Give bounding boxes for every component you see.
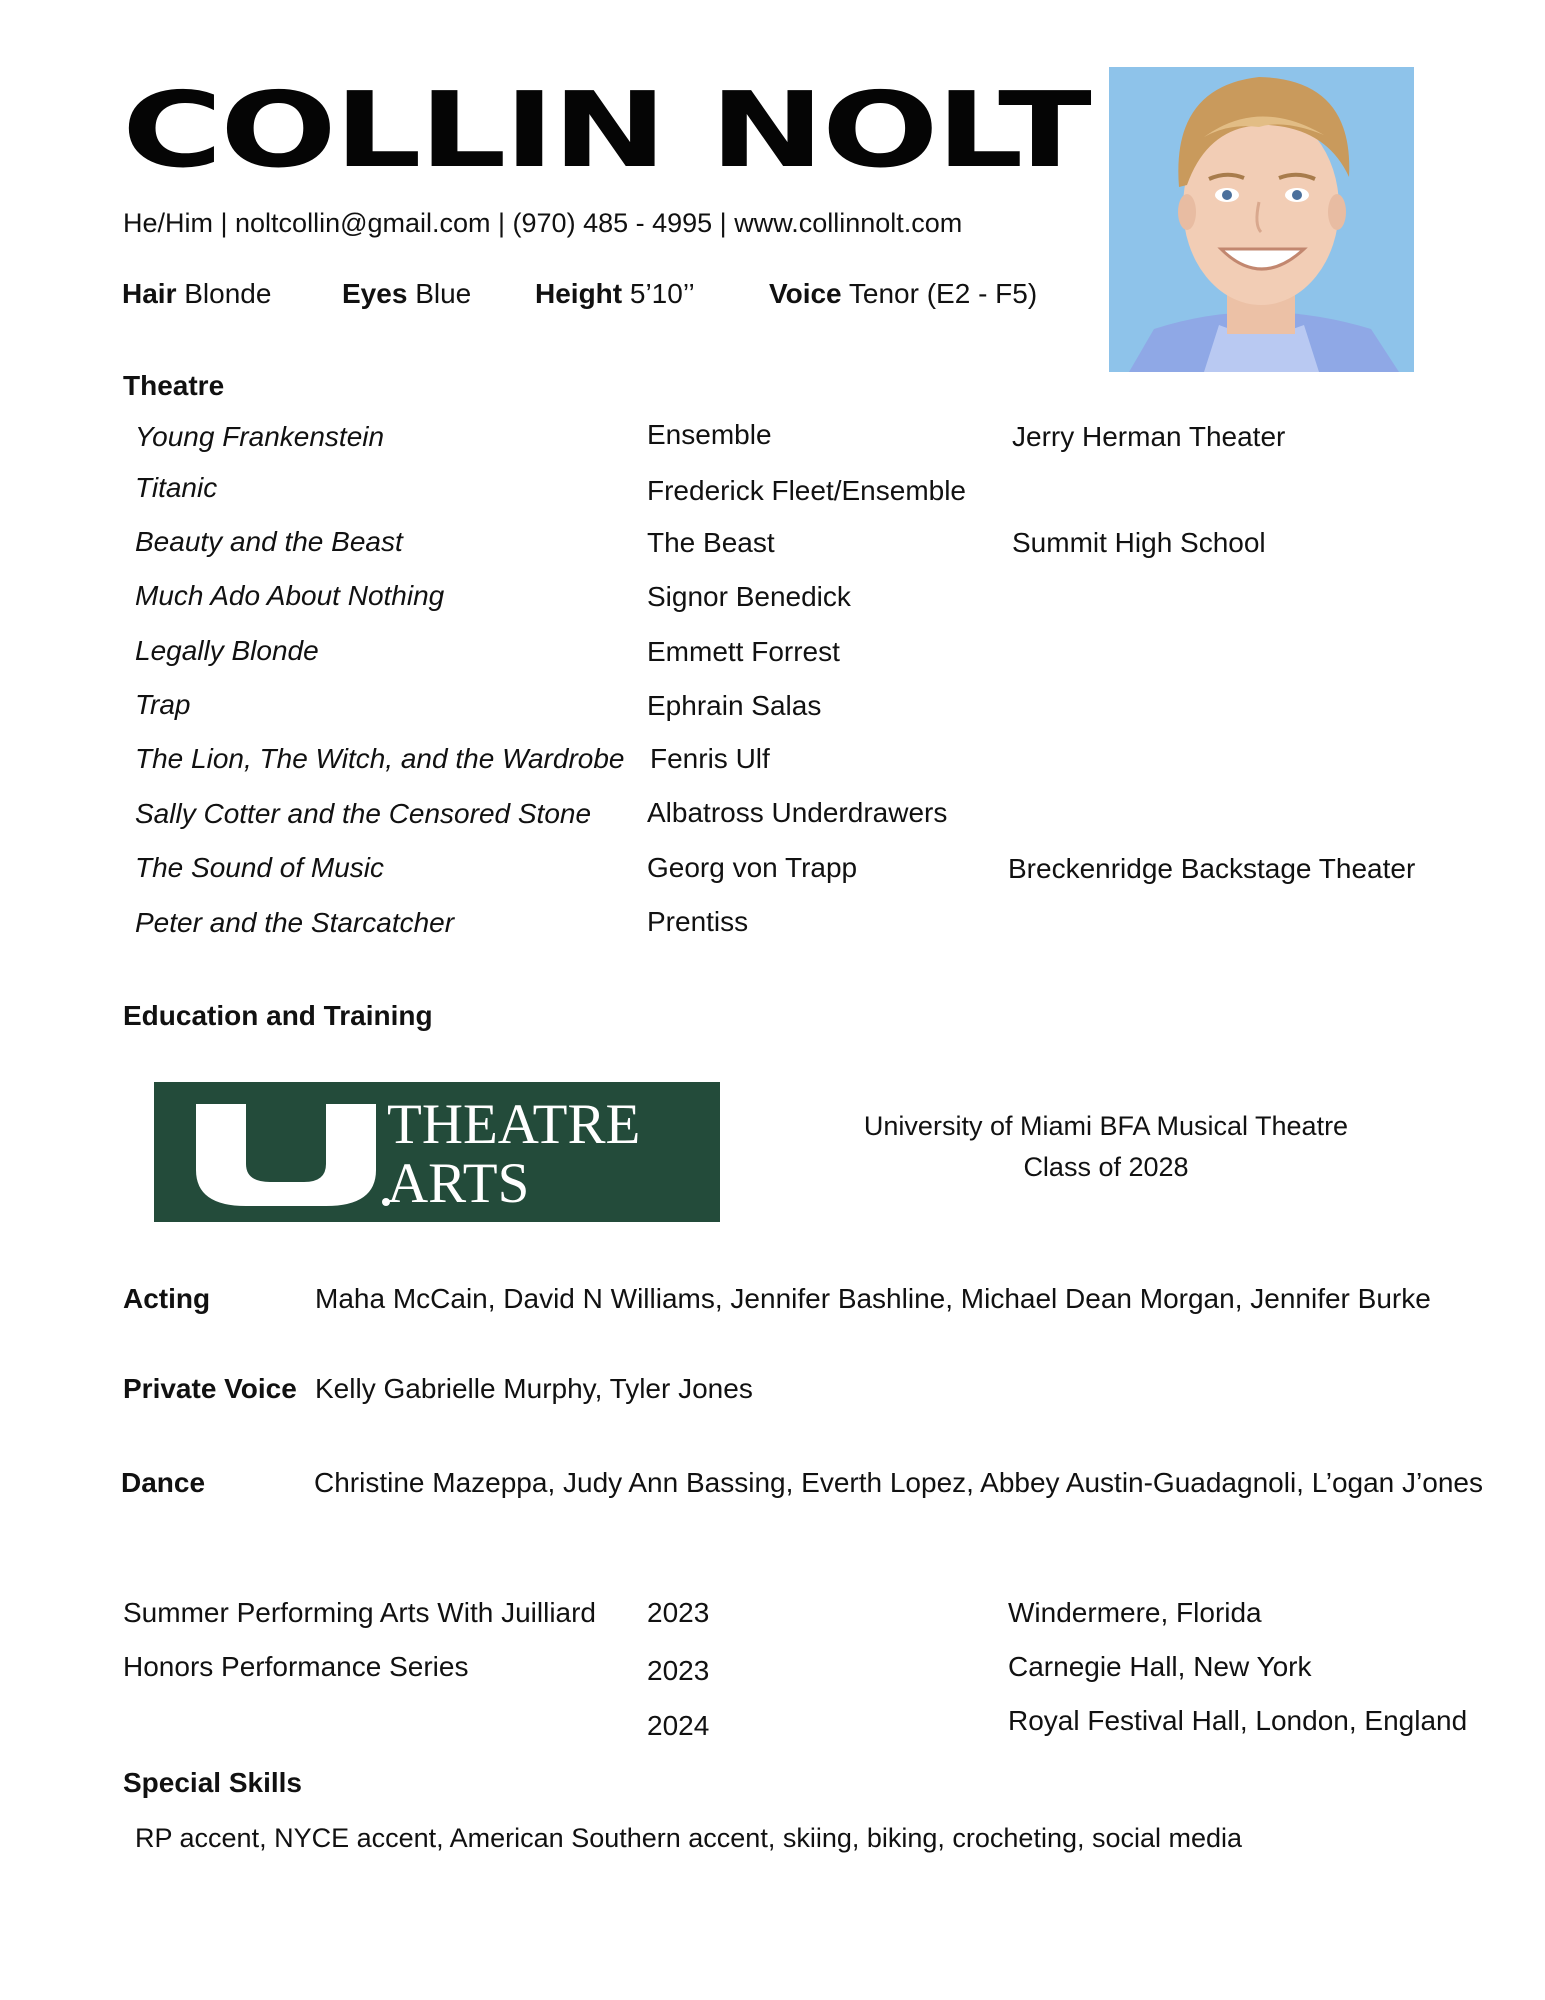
credit-venue: Summit High School	[1012, 527, 1266, 558]
credit-show: Young Frankenstein	[135, 421, 385, 452]
credit-role: Frederick Fleet/Ensemble	[647, 475, 967, 506]
credit-show: Peter and the Starcatcher	[135, 907, 455, 938]
credit-show: The Sound of Music	[135, 852, 385, 883]
credit-role: Emmett Forrest	[647, 636, 840, 667]
credit-show: Much Ado About Nothing	[135, 580, 445, 611]
training-label-voice: Private Voice	[123, 1373, 297, 1404]
credit-show: Trap	[135, 689, 191, 720]
headshot-photo	[1109, 67, 1414, 372]
credit-show: Sally Cotter and the Censored Stone	[135, 798, 592, 829]
class-year: Class of 2028	[1023, 1152, 1189, 1182]
credit-show: The Lion, The Witch, and the Wardrobe	[135, 743, 625, 774]
training-teachers-dance: Christine Mazeppa, Judy Ann Bassing, Everth Lopez, Abbey Austin-Guadagnoli, L’ogan J’ones	[314, 1467, 1483, 1498]
program-title: Summer Performing Arts With Juilliard	[123, 1597, 597, 1628]
stat-eyes: Eyes Blue	[342, 278, 472, 309]
skills-text: RP accent, NYCE accent, American Southern accent, skiing, biking, crocheting, social media	[135, 1823, 1243, 1853]
credit-role: Georg von Trapp	[647, 852, 858, 883]
university-logo	[154, 1082, 720, 1222]
credit-show: Legally Blonde	[135, 635, 319, 666]
program-name: University of Miami BFA Musical Theatre	[863, 1111, 1349, 1141]
training-teachers-voice: Kelly Gabrielle Murphy, Tyler Jones	[315, 1373, 753, 1404]
program-year: 2023	[647, 1597, 710, 1628]
education-heading: Education and Training	[123, 1000, 433, 1031]
stat-hair: Hair Blonde	[122, 278, 272, 309]
skills-heading: Special Skills	[123, 1767, 302, 1798]
credit-role: The Beast	[647, 527, 775, 558]
credit-role: Albatross Underdrawers	[647, 797, 948, 828]
credit-role: Signor Benedick	[647, 581, 851, 612]
logo-line2: ARTS	[387, 1152, 530, 1215]
stat-voice: Voice Tenor (E2 - F5)	[769, 278, 1038, 309]
logo-line1: THEATRE	[387, 1093, 641, 1156]
resume-name: COLLIN NOLT	[122, 69, 1090, 191]
credit-role: Ensemble	[647, 419, 772, 450]
program-location: Carnegie Hall, New York	[1008, 1651, 1312, 1682]
training-teachers-acting: Maha McCain, David N Williams, Jennifer Bashline, Michael Dean Morgan, Jennifer Burke	[315, 1283, 1431, 1314]
credit-role: Prentiss	[647, 906, 749, 937]
program-location: Windermere, Florida	[1008, 1597, 1262, 1628]
stat-height: Height 5’10’’	[535, 278, 695, 309]
theatre-heading: Theatre	[123, 370, 225, 401]
credit-role: Fenris Ulf	[650, 743, 770, 774]
credit-venue: Breckenridge Backstage Theater	[1008, 853, 1416, 884]
credit-role: Ephrain Salas	[647, 690, 822, 721]
program-title: Honors Performance Series	[123, 1651, 469, 1682]
program-location: Royal Festival Hall, London, England	[1008, 1705, 1468, 1736]
training-label-dance: Dance	[121, 1467, 206, 1498]
contact-line: He/Him | noltcollin@gmail.com | (970) 485 - 4995 | www.collinnolt.com	[123, 208, 963, 238]
program-year: 2023	[647, 1655, 710, 1686]
training-label-acting: Acting	[123, 1283, 211, 1314]
credit-show: Beauty and the Beast	[135, 526, 403, 557]
credit-venue: Jerry Herman Theater	[1012, 421, 1286, 452]
credit-show: Titanic	[135, 472, 218, 503]
program-year: 2024	[647, 1710, 710, 1741]
